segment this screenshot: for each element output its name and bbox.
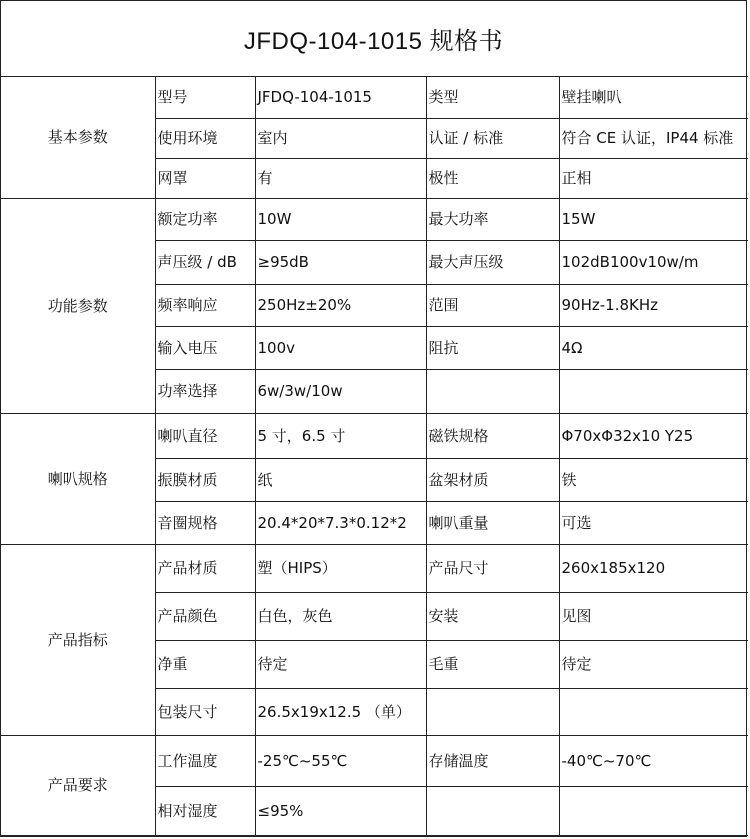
spec-label: 相对湿度 xyxy=(155,787,255,836)
spec-value: ≥95dB xyxy=(255,241,426,285)
spec-label: 网罩 xyxy=(155,159,255,199)
spec-value: 白色，灰色 xyxy=(255,593,426,641)
table-row xyxy=(1,199,748,241)
section-product: 产品指标 xyxy=(1,545,155,736)
spec-label: 极性 xyxy=(426,159,559,199)
spec-label: 阻抗 xyxy=(426,327,559,370)
spec-label: 声压级 / dB xyxy=(155,241,255,285)
spec-label: 最大功率 xyxy=(426,199,559,241)
spec-label xyxy=(426,370,559,414)
spec-label: 输入电压 xyxy=(155,327,255,370)
spec-value xyxy=(559,370,748,414)
spec-value: 100v xyxy=(255,327,426,370)
spec-value: 102dB100v10w/m xyxy=(559,241,748,285)
spec-value: 4Ω xyxy=(559,327,748,370)
spec-label: 最大声压级 xyxy=(426,241,559,285)
spec-value: 5 寸，6.5 寸 xyxy=(255,414,426,459)
spec-value: 塑（HIPS） xyxy=(255,545,426,593)
spec-label: 磁铁规格 xyxy=(426,414,559,459)
spec-value: JFDQ-104-1015 xyxy=(255,77,426,119)
table-row xyxy=(1,414,748,459)
spec-label xyxy=(426,787,559,836)
spec-label: 频率响应 xyxy=(155,285,255,327)
spec-value: 90Hz-1.8KHz xyxy=(559,285,748,327)
spec-label: 认证 / 标准 xyxy=(426,119,559,159)
spec-label xyxy=(426,689,559,736)
spec-label: 功率选择 xyxy=(155,370,255,414)
spec-label: 喇叭重量 xyxy=(426,502,559,545)
spec-value: -40℃~70℃ xyxy=(559,736,748,787)
spec-value: 待定 xyxy=(255,641,426,689)
spec-value xyxy=(559,689,748,736)
section-function: 功能参数 xyxy=(1,199,155,414)
document-title: JFDQ-104-1015 规格书 xyxy=(1,1,746,77)
spec-label: 净重 xyxy=(155,641,255,689)
spec-value: 室内 xyxy=(255,119,426,159)
spec-value: 250Hz±20% xyxy=(255,285,426,327)
spec-label: 产品尺寸 xyxy=(426,545,559,593)
table-row xyxy=(1,545,748,593)
spec-value: 6w/3w/10w xyxy=(255,370,426,414)
spec-value: 见图 xyxy=(559,593,748,641)
spec-value: 15W xyxy=(559,199,748,241)
spec-value: 纸 xyxy=(255,459,426,502)
spec-label: 产品颜色 xyxy=(155,593,255,641)
section-speaker: 喇叭规格 xyxy=(1,414,155,545)
spec-label: 类型 xyxy=(426,77,559,119)
spec-value: 260x185x120 xyxy=(559,545,748,593)
spec-value: 可选 xyxy=(559,502,748,545)
spec-value: 壁挂喇叭 xyxy=(559,77,748,119)
spec-label: 额定功率 xyxy=(155,199,255,241)
section-basic: 基本参数 xyxy=(1,77,155,199)
spec-label: 包装尺寸 xyxy=(155,689,255,736)
spec-label: 工作温度 xyxy=(155,736,255,787)
spec-value xyxy=(559,787,748,836)
spec-label: 型号 xyxy=(155,77,255,119)
spec-label: 振膜材质 xyxy=(155,459,255,502)
spec-label: 音圈规格 xyxy=(155,502,255,545)
table-row xyxy=(1,77,748,119)
spec-table xyxy=(1,76,748,836)
spec-label: 范围 xyxy=(426,285,559,327)
spec-value: 10W xyxy=(255,199,426,241)
spec-value: ≤95% xyxy=(255,787,426,836)
spec-value: -25℃~55℃ xyxy=(255,736,426,787)
spec-label: 使用环境 xyxy=(155,119,255,159)
spec-label: 盆架材质 xyxy=(426,459,559,502)
spec-value: 符合 CE 认证，IP44 标准 xyxy=(559,119,748,159)
spec-value: 待定 xyxy=(559,641,748,689)
spec-value: 铁 xyxy=(559,459,748,502)
spec-value: 26.5x19x12.5 （单） xyxy=(255,689,426,736)
spec-label: 喇叭直径 xyxy=(155,414,255,459)
spec-label: 毛重 xyxy=(426,641,559,689)
table-row xyxy=(1,736,748,787)
spec-label: 存储温度 xyxy=(426,736,559,787)
section-requirements: 产品要求 xyxy=(1,736,155,836)
spec-value: 20.4*20*7.3*0.12*2 xyxy=(255,502,426,545)
spec-value: 正相 xyxy=(559,159,748,199)
spec-value: 有 xyxy=(255,159,426,199)
spec-label: 安装 xyxy=(426,593,559,641)
spec-label: 产品材质 xyxy=(155,545,255,593)
spec-value: Φ70xΦ32x10 Y25 xyxy=(559,414,748,459)
